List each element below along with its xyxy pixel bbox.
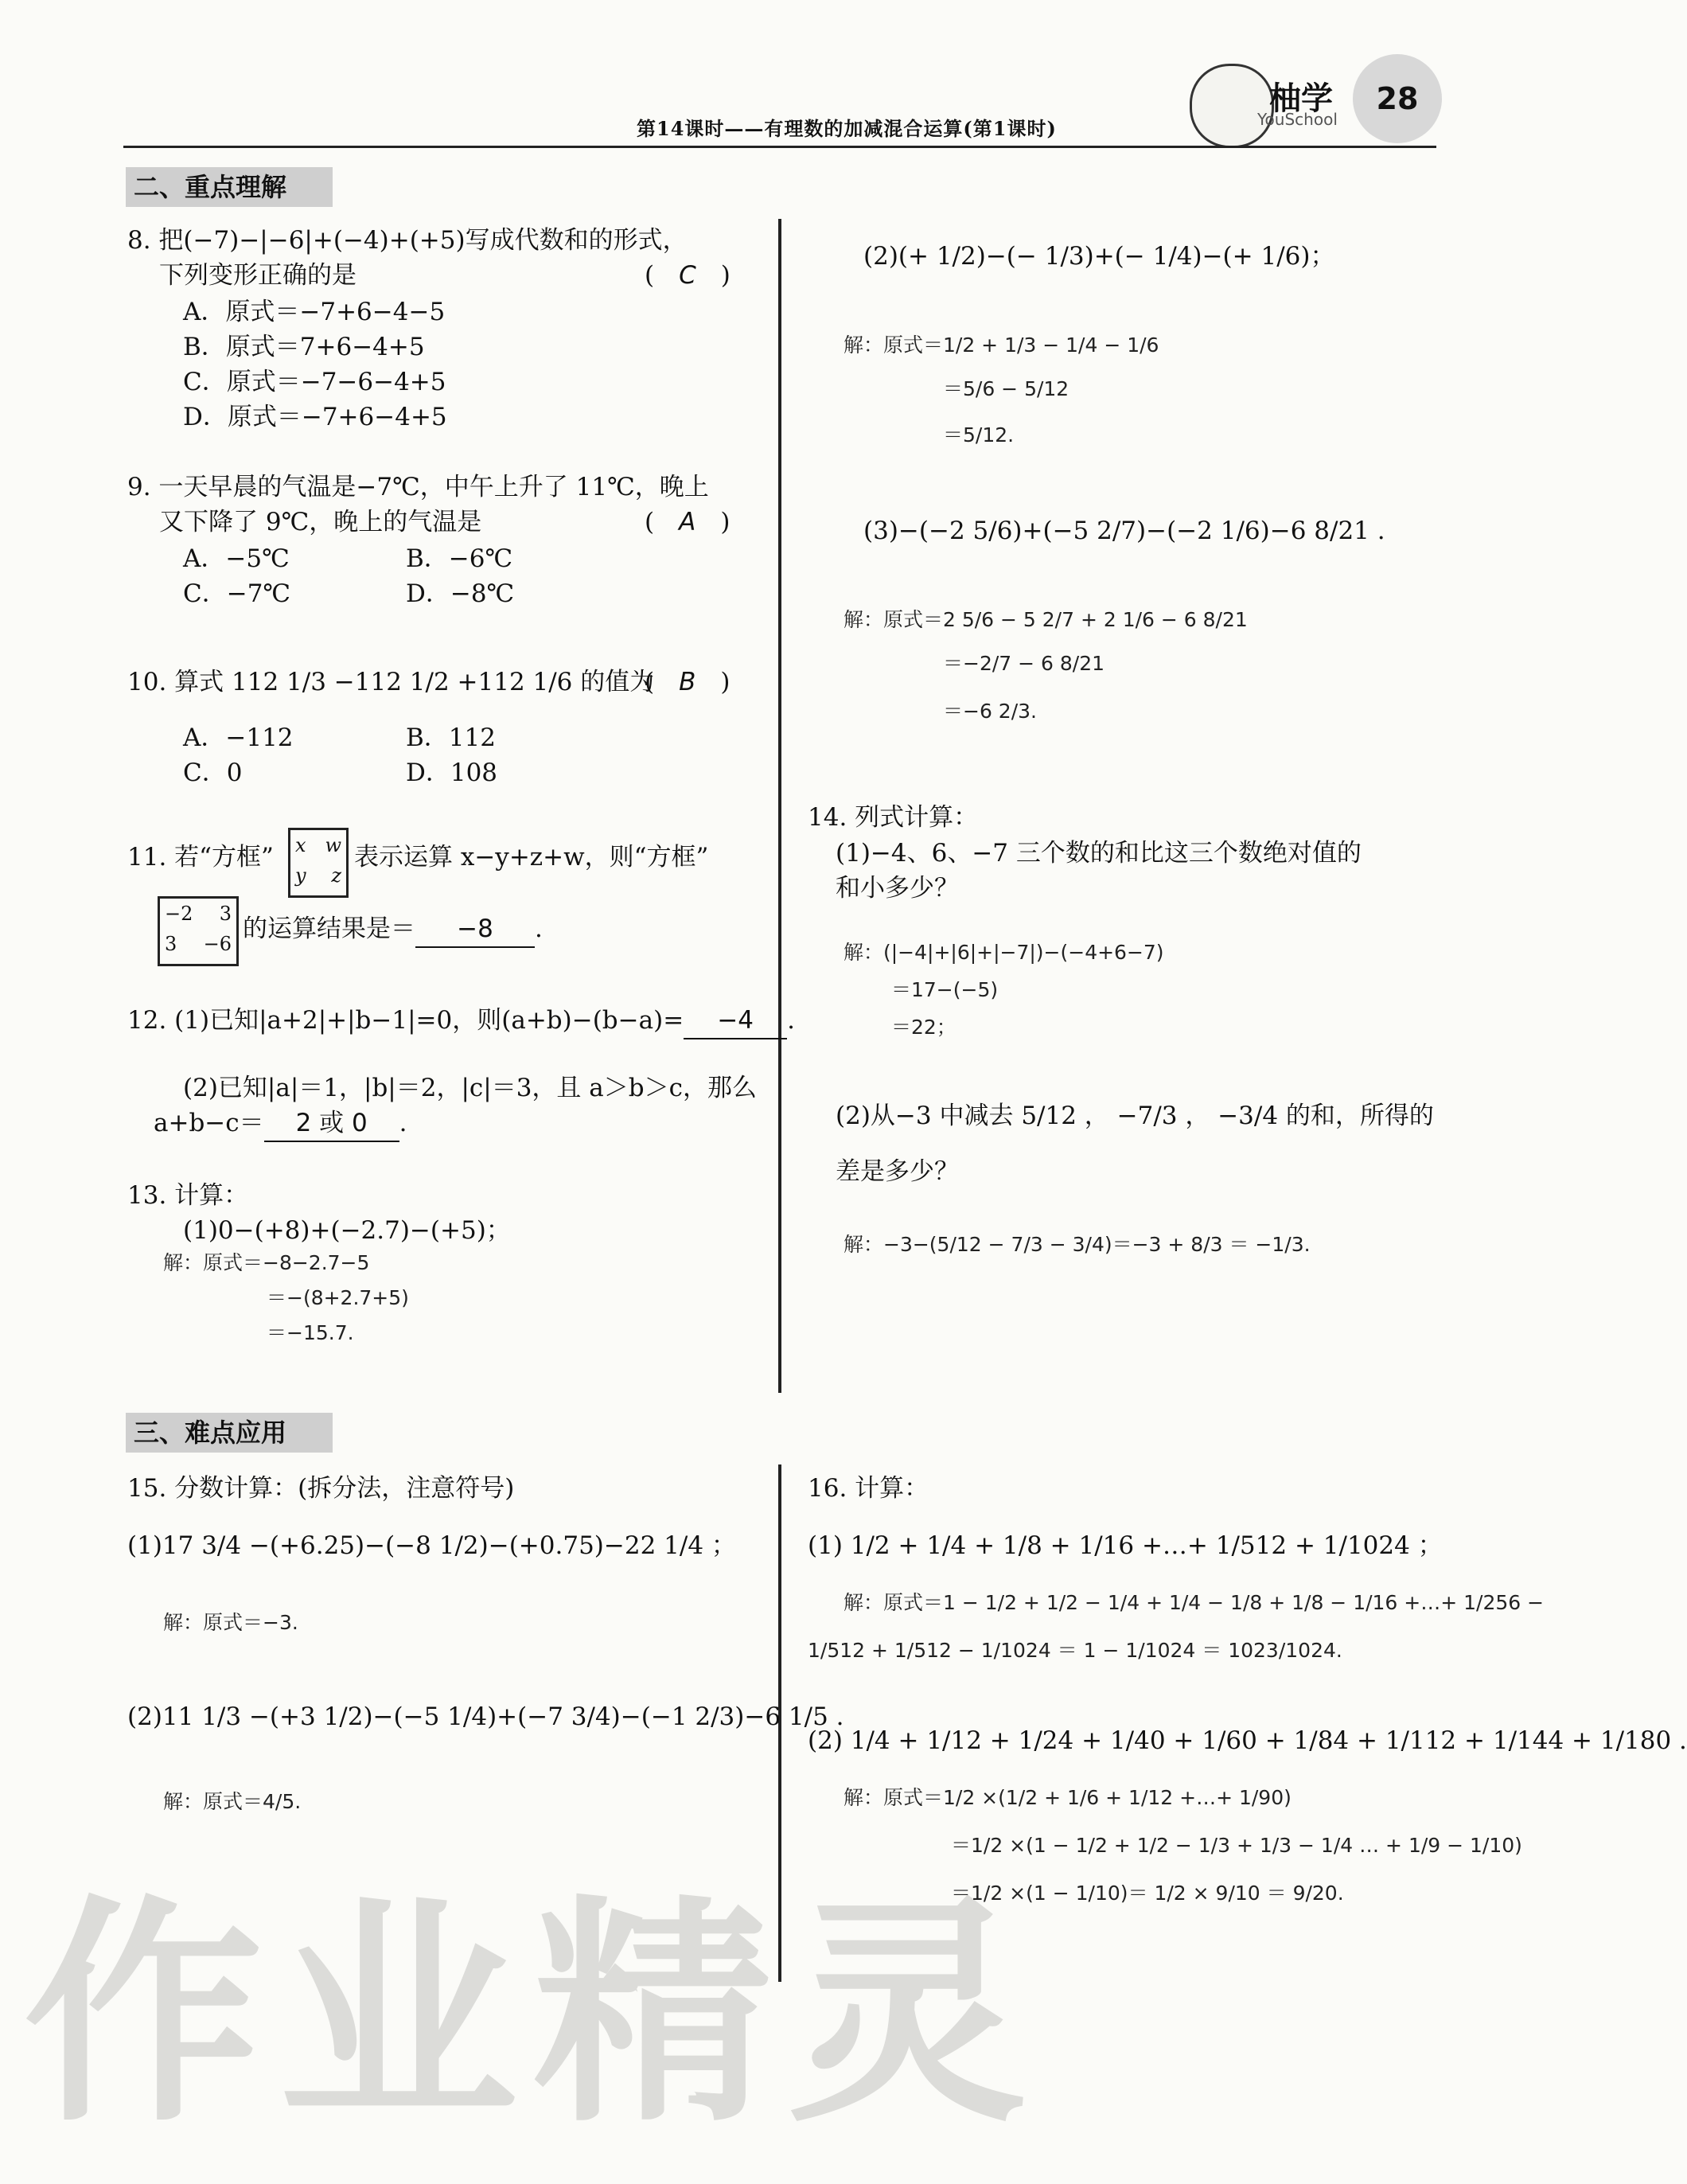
q14-part1-line2: 和小多少？ xyxy=(836,874,959,903)
q16-title: 16. 计算： xyxy=(808,1474,929,1503)
q9-option-c: C．−7℃ xyxy=(183,579,291,608)
q8-stem-line2: 下列变形正确的是 xyxy=(159,261,356,290)
q10-option-c: C．0 xyxy=(183,759,243,787)
q9-answer: ( A ) xyxy=(645,508,731,536)
q10-answer: ( B ) xyxy=(645,668,731,696)
brand-subtitle: YouSchool xyxy=(1257,110,1338,129)
q13-part3-work-line2: ＝−2/7 − 6 8/21 xyxy=(943,652,1105,675)
q8-option-d: D．原式＝−7+6−4+5 xyxy=(183,403,447,431)
q13-part2: (2)(+ 1/2)−(− 1/3)+(− 1/4)−(+ 1/6)； xyxy=(863,242,1335,271)
q11-number-box: −2 3 3 −6 xyxy=(158,896,239,966)
lesson-title: 第14课时——有理数的加减混合运算(第1课时) xyxy=(637,117,1057,140)
q9-option-d: D．−8℃ xyxy=(406,579,515,608)
q15-part2-work: 解：原式＝4/5. xyxy=(163,1790,302,1813)
header-divider xyxy=(123,146,1436,148)
q14-part2-line2: 差是多少？ xyxy=(836,1157,959,1186)
q9-option-b: B．−6℃ xyxy=(406,544,513,573)
q13-part2-work-line1: 解：原式＝1/2 + 1/3 − 1/4 − 1/6 xyxy=(844,333,1159,357)
q11-stem-line2: 的运算结果是＝ −8 . xyxy=(243,911,543,948)
q10-option-d: D．108 xyxy=(406,759,498,787)
q8-stem-line1: 8. 把(−7)−|−6|+(−4)+(+5)写成代数和的形式， xyxy=(127,226,688,255)
brand-name: 柚学 xyxy=(1269,80,1333,117)
q11-answer-blank: −8 xyxy=(415,911,535,948)
q15-part1-work: 解：原式＝−3. xyxy=(163,1611,298,1634)
q13-part2-work-line3: ＝5/12. xyxy=(943,423,1015,447)
q9-stem-line2: 又下降了 9℃，晚上的气温是 xyxy=(159,508,482,536)
q8-answer: ( C ) xyxy=(645,261,731,290)
q13-part1-work-line3: ＝−15.7. xyxy=(267,1321,354,1344)
q8-option-c: C．原式＝−7−6−4+5 xyxy=(183,368,446,396)
q10-option-b: B．112 xyxy=(406,723,496,752)
section-heading-key-understanding: 二、重点理解 xyxy=(126,167,333,207)
q13-part3: (3)−(−2 5/6)+(−5 2/7)−(−2 1/6)−6 8/21 . xyxy=(863,517,1385,545)
q14-part1-line1: (1)−4、6、−7 三个数的和比这三个数绝对值的 xyxy=(836,839,1362,868)
q10-option-a: A．−112 xyxy=(183,723,294,752)
q11-stem-part2: 表示运算 x−y+z+w，则“方框” xyxy=(354,843,709,872)
q14-part1-work-line2: ＝17−(−5) xyxy=(891,978,999,1001)
page-number: 28 xyxy=(1353,54,1442,143)
mascot-logo-icon xyxy=(1190,64,1274,148)
q9-stem-line1: 9. 一天早晨的气温是−7℃，中午上升了 11℃，晚上 xyxy=(127,473,709,501)
q15-part2: (2)11 1/3 −(+3 1/2)−(−5 1/4)+(−7 3/4)−(−1 2/3)−6 1/5 . xyxy=(127,1702,844,1731)
q13-part3-work-line3: ＝−6 2/3. xyxy=(943,700,1037,723)
q13-part1-work-line2: ＝−(8+2.7+5) xyxy=(267,1286,409,1309)
q8-option-b: B．原式＝7+6−4+5 xyxy=(183,333,425,361)
q16-part1-work-line1: 解：原式＝1 − 1/2 + 1/2 − 1/4 + 1/4 − 1/8 + 1/8 − 1/16 +…+ 1/256 − xyxy=(844,1591,1545,1614)
q15-part1: (1)17 3/4 −(+6.25)−(−8 1/2)−(+0.75)−22 1/4 ； xyxy=(127,1531,736,1560)
q13-part3-work-line1: 解：原式＝2 5/6 − 5 2/7 + 2 1/6 − 6 8/21 xyxy=(844,608,1248,631)
q14-part2-line1: (2)从−3 中减去 5/12 ， −7/3 ， −3/4 的和，所得的 xyxy=(836,1102,1434,1130)
q10-stem: 10. 算式 112 1/3 −112 1/2 +112 1/6 的值为 xyxy=(127,668,655,696)
q13-part1: (1)0−(+8)+(−2.7)−(+5)； xyxy=(183,1216,511,1245)
q14-title: 14. 列式计算： xyxy=(808,803,979,832)
watermark: 作业精灵 xyxy=(24,1876,1042,2154)
q16-part1-work-line2: 1/512 + 1/512 − 1/1024 ＝ 1 − 1/1024 ＝ 1023/1024. xyxy=(808,1639,1342,1662)
q12-part1: 12. (1)已知|a+2|+|b−1|=0，则(a+b)−(b−a)= −4 . xyxy=(127,1003,795,1039)
q13-title: 13. 计算： xyxy=(127,1181,249,1210)
q16-part1: (1) 1/2 + 1/4 + 1/8 + 1/16 +…+ 1/512 + 1/1024 ； xyxy=(808,1531,1443,1560)
q8-option-a: A．原式＝−7+6−4−5 xyxy=(183,298,446,326)
q12-part2-line2: a+b−c＝ 2 或 0 . xyxy=(154,1106,407,1142)
q11-stem-part1: 11. 若“方框” xyxy=(127,843,274,872)
q14-part2-work: 解：−3−(5/12 − 7/3 − 3/4)＝−3 + 8/3 ＝ −1/3. xyxy=(844,1233,1311,1256)
q16-part2: (2) 1/4 + 1/12 + 1/24 + 1/40 + 1/60 + 1/84 + 1/112 + 1/144 + 1/180 . xyxy=(808,1726,1687,1755)
q16-part2-work-line3: ＝1/2 ×(1 − 1/10)＝ 1/2 × 9/10 ＝ 9/20. xyxy=(951,1882,1344,1905)
q16-part2-work-line2: ＝1/2 ×(1 − 1/2 + 1/2 − 1/3 + 1/3 − 1/4 … + 1/9 − 1/10) xyxy=(951,1834,1522,1857)
q13-part1-work-line1: 解：原式＝−8−2.7−5 xyxy=(163,1251,370,1274)
q14-part1-work-line3: ＝22； xyxy=(891,1016,956,1039)
column-divider xyxy=(778,219,781,1393)
section-heading-difficult-application: 三、难点应用 xyxy=(126,1413,333,1453)
q15-title: 15. 分数计算：(拆分法，注意符号) xyxy=(127,1474,515,1503)
q9-option-a: A．−5℃ xyxy=(183,544,290,573)
q12-part2-answer: 2 或 0 xyxy=(264,1106,399,1142)
q13-part2-work-line2: ＝5/6 − 5/12 xyxy=(943,377,1069,400)
q16-part2-work-line1: 解：原式＝1/2 ×(1/2 + 1/6 + 1/12 +…+ 1/90) xyxy=(844,1786,1292,1809)
q11-variable-box: x w y z xyxy=(288,828,349,898)
q12-part2-line1: (2)已知|a|＝1，|b|＝2，|c|＝3，且 a＞b＞c，那么 xyxy=(183,1074,757,1102)
q12-part1-answer: −4 xyxy=(684,1003,787,1039)
q14-part1-work-line1: 解：(|−4|+|6|+|−7|)−(−4+6−7) xyxy=(844,941,1164,964)
